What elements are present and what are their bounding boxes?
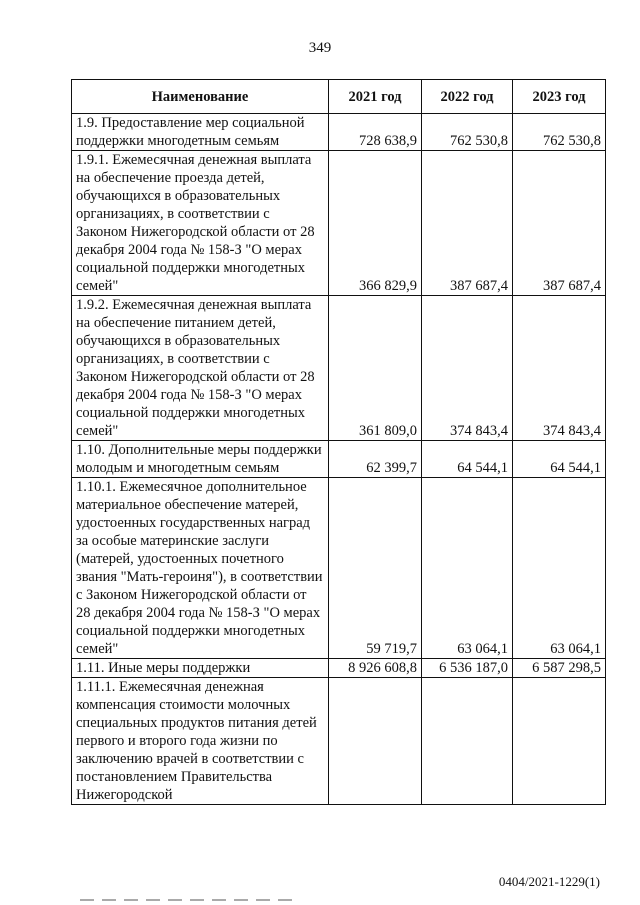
row-value-2023: 762 530,8 <box>513 114 606 151</box>
row-value-2021 <box>329 678 422 805</box>
row-value-2023: 64 544,1 <box>513 441 606 478</box>
header-2022: 2022 год <box>422 80 513 114</box>
row-value-2023: 374 843,4 <box>513 296 606 441</box>
row-value-2021: 59 719,7 <box>329 478 422 659</box>
scan-artifact <box>80 899 300 901</box>
row-value-2022: 374 843,4 <box>422 296 513 441</box>
row-value-2022: 63 064,1 <box>422 478 513 659</box>
row-name: 1.10.1. Ежемесячное дополнительное материальное обеспечение матерей, удостоенных государственных наград за особые материнские заслуги (матерей, удостоенных почетного звания "Мать-героиня"), в соответствии с Законом Нижегородской области от 28 декабря 2004 года № 158-З "О мерах социальной поддержки многодетных семей" <box>72 478 329 659</box>
row-name: 1.9. Предоставление мер социальной поддержки многодетным семьям <box>72 114 329 151</box>
row-value-2023: 6 587 298,5 <box>513 659 606 678</box>
row-name: 1.9.1. Ежемесячная денежная выплата на обеспечение проезда детей, обучающихся в образовательных организациях, в соответствии с Законом Нижегородской области от 28 декабря 2004 года № 158-З "О мерах социальной поддержки многодетных семей" <box>72 151 329 296</box>
table-row <box>72 659 606 678</box>
row-value-2021: 8 926 608,8 <box>329 659 422 678</box>
row-value-2022 <box>422 678 513 805</box>
header-2021: 2021 год <box>329 80 422 114</box>
page-number: 349 <box>308 40 332 56</box>
row-name: 1.10. Дополнительные меры поддержки молодым и многодетным семьям <box>72 441 329 478</box>
table-row <box>72 478 606 659</box>
row-value-2022: 64 544,1 <box>422 441 513 478</box>
row-value-2021: 366 829,9 <box>329 151 422 296</box>
table-row <box>72 296 606 441</box>
row-value-2023 <box>513 678 606 805</box>
row-value-2023: 63 064,1 <box>513 478 606 659</box>
row-name: 1.11. Иные меры поддержки <box>72 659 329 678</box>
table-row <box>72 678 606 805</box>
header-2023: 2023 год <box>513 80 606 114</box>
header-name: Наименование <box>72 80 329 114</box>
table-header-row <box>72 80 606 114</box>
row-value-2022: 762 530,8 <box>422 114 513 151</box>
budget-table <box>71 79 606 805</box>
table-row <box>72 151 606 296</box>
row-value-2022: 387 687,4 <box>422 151 513 296</box>
row-value-2022: 6 536 187,0 <box>422 659 513 678</box>
row-value-2023: 387 687,4 <box>513 151 606 296</box>
row-name: 1.11.1. Ежемесячная денежная компенсация стоимости молочных специальных продуктов питания детей первого и второго года жизни по заключению врачей в соответствии с постановлением Правительства Нижегородской <box>72 678 329 805</box>
table-row <box>72 114 606 151</box>
table-row <box>72 441 606 478</box>
document-code: 0404/2021-1229(1) <box>498 874 600 889</box>
row-value-2021: 728 638,9 <box>329 114 422 151</box>
row-name: 1.9.2. Ежемесячная денежная выплата на обеспечение питанием детей, обучающихся в образовательных организациях, в соответствии с Законом Нижегородской области от 28 декабря 2004 года № 158-З "О мерах социальной поддержки многодетных семей" <box>72 296 329 441</box>
row-value-2021: 62 399,7 <box>329 441 422 478</box>
row-value-2021: 361 809,0 <box>329 296 422 441</box>
